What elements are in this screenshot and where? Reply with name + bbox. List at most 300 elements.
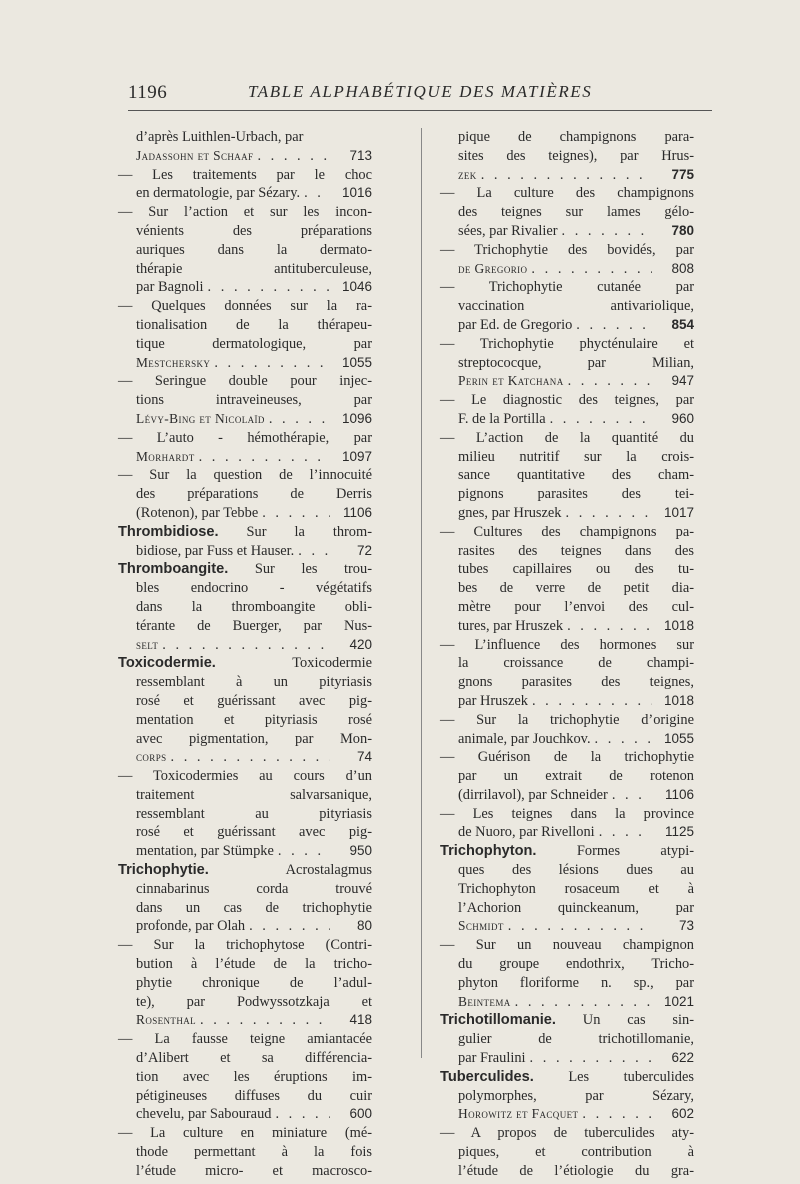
- index-text: — Trichophytie cutanée par: [440, 279, 694, 296]
- index-line: [440, 222, 694, 241]
- index-line: [118, 617, 372, 636]
- index-line: [440, 372, 694, 391]
- index-line: [118, 184, 372, 203]
- index-line: [440, 730, 694, 749]
- index-line: [118, 278, 372, 297]
- index-text: phyton floriforme n. sp., par: [458, 974, 694, 991]
- page-reference: 947: [671, 373, 694, 389]
- index-line: [118, 579, 372, 598]
- index-text: d’après Luithlen-Urbach, par: [136, 129, 304, 145]
- index-line: [118, 222, 372, 241]
- page-header: [128, 80, 712, 110]
- index-text: [440, 842, 694, 861]
- index-text: — Le diagnostic des teignes, par: [440, 392, 694, 409]
- dot-leader: [612, 786, 652, 805]
- index-text: par Fraulini: [458, 1050, 526, 1067]
- index-line: [440, 429, 694, 448]
- index-line: [118, 955, 372, 974]
- index-line: [118, 636, 372, 655]
- page-reference: 602: [671, 1106, 694, 1122]
- index-text: — Les traitements par le choc: [118, 166, 372, 183]
- index-text: — La culture en miniature (mé-: [118, 1125, 372, 1142]
- index-text: traitement salvarsanique,: [136, 786, 372, 803]
- index-text: sées, par Rivalier: [458, 222, 558, 239]
- index-line: [440, 184, 694, 203]
- index-line: [440, 1143, 694, 1162]
- index-text: tures, par Hruszek: [458, 617, 564, 634]
- page-reference: 418: [349, 1012, 372, 1028]
- page-reference: 854: [671, 316, 694, 332]
- index-line: [118, 1124, 372, 1143]
- index-line: [440, 504, 694, 523]
- index-line: [118, 711, 372, 730]
- dot-leader: [171, 748, 330, 767]
- index-line: [440, 880, 694, 899]
- index-text: — Sur la trichophytose (Contri-: [118, 937, 372, 954]
- index-text: Morhardt: [136, 448, 195, 464]
- index-line: [118, 880, 372, 899]
- dot-leader: [214, 354, 330, 373]
- index-line: [118, 1087, 372, 1106]
- page-number: 1196: [128, 82, 168, 103]
- index-text: de Gregorio: [458, 260, 528, 276]
- page-reference: 1021: [663, 993, 694, 1009]
- index-heading: Tuberculides.: [440, 1068, 534, 1085]
- index-line: [118, 730, 372, 749]
- index-line: [118, 147, 372, 166]
- index-text: des teignes sur lames gélo-: [458, 204, 694, 221]
- index-line: [440, 823, 694, 842]
- index-text: — Toxicodermies au cours d’un: [118, 768, 372, 785]
- index-line: [440, 1087, 694, 1106]
- index-line: [440, 598, 694, 617]
- index-text: Trichophyton rosaceum et à: [458, 880, 694, 897]
- index-line: [440, 842, 694, 861]
- index-text: — Sur un nouveau champignon: [440, 937, 694, 954]
- index-line: [440, 466, 694, 485]
- dot-leader: [481, 166, 652, 185]
- index-line: [118, 598, 372, 617]
- index-line: [118, 767, 372, 786]
- index-text: piques, et contribution à: [458, 1144, 694, 1161]
- index-text: Horowitz et Facquet: [458, 1106, 579, 1122]
- index-line: [440, 523, 694, 542]
- index-line: [440, 560, 694, 579]
- dot-leader: [200, 1011, 330, 1030]
- page-reference: 1017: [663, 504, 694, 520]
- index-text: par Ed. de Gregorio: [458, 316, 573, 333]
- index-text: gnes, par Hruszek: [458, 504, 562, 521]
- index-line: [118, 786, 372, 805]
- page-reference: 1097: [341, 448, 372, 464]
- index-text: [440, 1068, 694, 1087]
- index-text: profonde, par Olah: [136, 918, 246, 935]
- index-line: [118, 241, 372, 260]
- index-line: [118, 260, 372, 279]
- index-line: [118, 429, 372, 448]
- index-text: (dirrilavol), par Schneider: [458, 786, 608, 803]
- index-line: [440, 147, 694, 166]
- dot-leader: [249, 917, 330, 936]
- index-heading-text: Les tuberculides: [533, 1068, 694, 1085]
- index-text: térante de Buerger, par Nus-: [136, 617, 372, 634]
- index-line: [118, 654, 372, 673]
- index-line: [118, 805, 372, 824]
- index-heading: Thrombidiose.: [118, 523, 219, 540]
- index-text: te), par Podwyssotzkaja et: [136, 993, 372, 1010]
- index-text: mentation, par Stümpke: [136, 843, 274, 860]
- index-text: — Sur la question de l’innocuité: [118, 467, 372, 484]
- right-column: [440, 128, 694, 1181]
- index-line: [440, 316, 694, 335]
- dot-leader: [532, 692, 652, 711]
- index-text: [118, 861, 372, 880]
- index-line: [440, 542, 694, 561]
- index-line: [440, 410, 694, 429]
- index-text: rosé et guérissant avec pig-: [136, 692, 372, 709]
- index-line: [440, 673, 694, 692]
- page-reference: 1106: [342, 504, 372, 520]
- index-line: [440, 974, 694, 993]
- index-text: de Nuoro, par Rivelloni: [458, 824, 595, 841]
- index-text: tions intraveineuses, par: [136, 392, 372, 409]
- index-text: chevelu, par Sabouraud: [136, 1106, 272, 1123]
- index-line: [118, 542, 372, 561]
- index-text: — Cultures des champignons pa-: [440, 523, 694, 540]
- index-text: mètre pour l’envoi des cul-: [458, 598, 694, 615]
- index-line: [118, 974, 372, 993]
- index-line: [440, 485, 694, 504]
- dot-leader: [304, 184, 330, 203]
- index-text: Jadassohn et Schaaf: [136, 147, 254, 163]
- dot-leader: [262, 504, 330, 523]
- index-text: tion avec les éruptions im-: [136, 1068, 372, 1085]
- index-line: [118, 993, 372, 1012]
- index-line: [118, 391, 372, 410]
- index-text: [118, 560, 372, 579]
- index-heading-text: Sur les trou-: [228, 561, 372, 578]
- dot-leader: [595, 730, 652, 749]
- index-heading: Toxicodermie.: [118, 655, 216, 672]
- index-line: [440, 1162, 694, 1181]
- index-line: [440, 955, 694, 974]
- dot-leader: [515, 993, 652, 1012]
- page-reference: 1046: [341, 279, 372, 295]
- index-text: par Hruszek: [458, 692, 528, 709]
- index-heading: Thromboangite.: [118, 561, 229, 578]
- index-line: [118, 1105, 372, 1124]
- index-text: tionalisation de la thérapeu-: [136, 316, 372, 333]
- index-line: [440, 297, 694, 316]
- index-text: [118, 654, 372, 673]
- index-text: bidiose, par Fuss et Hauser.: [136, 542, 295, 559]
- dot-leader: [257, 147, 330, 166]
- index-line: [118, 899, 372, 918]
- index-text: pignons parasites des tei-: [458, 486, 694, 503]
- index-text: Rosenthal: [136, 1012, 197, 1028]
- index-text: auriques dans la dermato-: [136, 241, 372, 258]
- index-line: [118, 297, 372, 316]
- dot-leader: [576, 316, 652, 335]
- index-text: pique de champignons para-: [458, 129, 694, 145]
- index-text: — Sur la trichophytie d’origine: [440, 711, 694, 728]
- index-text: [118, 523, 372, 542]
- index-text: phytie chronique de l’adul-: [136, 974, 372, 991]
- index-text: selt: [136, 636, 159, 652]
- index-line: [118, 1162, 372, 1181]
- index-text: rosé et guérissant avec pig-: [136, 824, 372, 841]
- index-line: [440, 166, 694, 185]
- index-line: [118, 166, 372, 185]
- page-reference: 420: [349, 636, 372, 652]
- header-rule: [128, 110, 712, 111]
- index-text: ressemblant au pityriasis: [136, 805, 372, 822]
- dot-leader: [531, 260, 652, 279]
- index-text: vaccination antivariolique,: [458, 298, 694, 315]
- index-text: milieu nutritif sur la crois-: [458, 448, 694, 465]
- index-text: — Quelques données sur la ra-: [118, 298, 372, 315]
- index-line: [440, 579, 694, 598]
- index-line: [440, 260, 694, 279]
- dot-leader: [208, 278, 330, 297]
- index-text: sites des teignes), par Hrus-: [458, 147, 694, 164]
- running-title: TABLE ALPHABÉTIQUE DES MATIÈRES: [248, 82, 593, 101]
- index-line: [440, 1124, 694, 1143]
- index-text: Schmidt: [458, 918, 504, 934]
- page-reference: 775: [671, 166, 694, 182]
- index-text: — L’influence des hormones sur: [440, 636, 694, 653]
- index-line: [440, 278, 694, 297]
- index-line: [440, 1105, 694, 1124]
- left-column: [118, 128, 372, 1181]
- index-line: [440, 936, 694, 955]
- index-text: bles endocrino - végétatifs: [136, 580, 372, 597]
- index-text: gulier de trichotillomanie,: [458, 1031, 694, 1048]
- index-text: ressemblant à un pityriasis: [136, 674, 372, 691]
- index-text: Beintema: [458, 993, 511, 1009]
- index-line: [440, 993, 694, 1012]
- dot-leader: [550, 410, 652, 429]
- index-line: [118, 354, 372, 373]
- page-reference: 960: [671, 410, 694, 426]
- index-line: [440, 448, 694, 467]
- index-text: thérapie antituberculeuse,: [136, 260, 372, 277]
- page-reference: 1016: [341, 185, 372, 201]
- index-line: [440, 692, 694, 711]
- index-text: — Les teignes dans la province: [440, 805, 694, 822]
- index-heading-text: Formes atypi-: [536, 843, 694, 860]
- index-line: [440, 917, 694, 936]
- dot-leader: [562, 222, 653, 241]
- index-line: [118, 560, 372, 579]
- index-text: ques des lésions dues au: [458, 862, 694, 879]
- index-heading-text: Un cas sin-: [555, 1012, 694, 1029]
- index-line: [440, 1011, 694, 1030]
- dot-leader: [275, 1105, 330, 1124]
- index-line: [440, 767, 694, 786]
- index-line: [118, 128, 372, 147]
- page-reference: 950: [349, 843, 372, 859]
- index-line: [440, 617, 694, 636]
- index-text: — Trichophytie des bovidés, par: [440, 241, 694, 258]
- index-text: — Guérison de la trichophytie: [440, 749, 694, 766]
- index-text: — La fausse teigne amiantacée: [118, 1031, 372, 1048]
- index-line: [440, 654, 694, 673]
- index-line: [440, 1030, 694, 1049]
- dot-leader: [199, 448, 330, 467]
- page-reference: 1096: [341, 410, 372, 426]
- index-text: (Rotenon), par Tebbe: [136, 504, 259, 521]
- index-text: Perin et Katchana: [458, 373, 564, 389]
- index-text: du groupe endothrix, Tricho-: [458, 956, 694, 973]
- dot-leader: [568, 372, 652, 391]
- index-text: gnons parasites des teignes,: [458, 674, 694, 691]
- index-line: [118, 203, 372, 222]
- index-text: pétigineuses diffuses du cuir: [136, 1087, 372, 1104]
- dot-leader: [599, 823, 652, 842]
- index-heading-text: Sur la throm-: [218, 523, 372, 540]
- index-line: [440, 805, 694, 824]
- index-line: [440, 636, 694, 655]
- index-text: corps: [136, 749, 167, 765]
- index-text: par Bagnoli: [136, 279, 204, 296]
- page-reference: 1106: [664, 786, 694, 802]
- dot-leader: [530, 1049, 652, 1068]
- dot-leader: [567, 617, 652, 636]
- index-text: des préparations de Derris: [136, 486, 372, 503]
- index-line: [118, 523, 372, 542]
- index-line: [440, 1049, 694, 1068]
- column-separator: [421, 128, 422, 1058]
- index-line: [118, 1068, 372, 1087]
- index-text: tubes capillaires ou des tu-: [458, 561, 694, 578]
- index-text: — L’auto - hémothérapie, par: [118, 429, 372, 446]
- index-line: [118, 936, 372, 955]
- index-text: rasites des teignes dans des: [458, 542, 694, 559]
- page-reference: 74: [356, 749, 372, 765]
- page-reference: 80: [356, 918, 372, 934]
- index-text: l’étude micro- et macrosco-: [136, 1162, 372, 1179]
- index-heading-text: Toxicodermie: [215, 655, 372, 672]
- index-text: — La culture des champignons: [440, 185, 694, 202]
- index-line: [440, 128, 694, 147]
- index-line: [118, 372, 372, 391]
- index-text: sance quantitative des cham-: [458, 467, 694, 484]
- dot-leader: [582, 1105, 652, 1124]
- index-text: Mestchersky: [136, 354, 211, 370]
- index-text: — Seringue double pour injec-: [118, 373, 372, 390]
- index-text: vénients des préparations: [136, 222, 372, 239]
- index-text: dans la thromboangite obli-: [136, 598, 372, 615]
- index-text: l’étude de l’étiologie du gra-: [458, 1162, 694, 1179]
- index-line: [118, 823, 372, 842]
- index-text: Lévy-Bing et Nicolaïd: [136, 410, 265, 426]
- index-text: bution à l’étude de la tricho-: [136, 956, 372, 973]
- page-reference: 1018: [663, 692, 694, 708]
- index-text: avec pigmentation, par Mon-: [136, 730, 372, 747]
- index-line: [440, 203, 694, 222]
- index-line: [440, 711, 694, 730]
- index-line: [440, 241, 694, 260]
- index-line: [118, 1049, 372, 1068]
- index-line: [118, 748, 372, 767]
- index-text: — Trichophytie phycténulaire et: [440, 335, 694, 352]
- page-reference: 1055: [341, 354, 372, 370]
- page-reference: 1125: [664, 824, 694, 840]
- index-text: — L’action de la quantité du: [440, 429, 694, 446]
- index-heading: Trichophyton.: [440, 843, 537, 860]
- index-line: [440, 748, 694, 767]
- index-line: [118, 1143, 372, 1162]
- index-text: zek: [458, 166, 477, 182]
- index-text: tique dermatologique, par: [136, 335, 372, 352]
- index-line: [118, 673, 372, 692]
- dot-leader: [278, 842, 330, 861]
- index-line: [118, 504, 372, 523]
- index-line: [440, 786, 694, 805]
- page-reference: 73: [678, 918, 694, 934]
- index-text: par un extrait de rotenon: [458, 768, 694, 785]
- index-line: [118, 410, 372, 429]
- index-text: polymorphes, par Sézary,: [458, 1087, 694, 1104]
- index-text: bes de verre de petit dia-: [458, 580, 694, 597]
- index-text: — Sur l’action et sur les incon-: [118, 204, 372, 221]
- index-text: en dermatologie, par Sézary.: [136, 185, 301, 202]
- index-line: [440, 861, 694, 880]
- index-line: [118, 842, 372, 861]
- index-line: [440, 1068, 694, 1087]
- index-line: [118, 1030, 372, 1049]
- index-text: cinnabarinus corda trouvé: [136, 880, 372, 897]
- index-heading-text: Acrostalagmus: [208, 862, 372, 879]
- index-text: streptococque, par Milian,: [458, 354, 694, 371]
- index-line: [118, 1011, 372, 1030]
- index-text: d’Alibert et sa différencia-: [136, 1050, 372, 1067]
- page-reference: 622: [671, 1050, 694, 1066]
- index-line: [118, 692, 372, 711]
- dot-leader: [269, 410, 330, 429]
- page-reference: 600: [349, 1106, 372, 1122]
- page-reference: 72: [356, 542, 372, 558]
- index-text: l’Achorion quinckeanum, par: [458, 899, 694, 916]
- index-text: dans un cas de trichophytie: [136, 899, 372, 916]
- index-text: — A propos de tuberculides aty-: [440, 1125, 694, 1142]
- page-reference: 713: [349, 147, 372, 163]
- index-heading: Trichotillomanie.: [440, 1012, 556, 1029]
- index-text: la croissance de champi-: [458, 655, 694, 672]
- index-line: [440, 335, 694, 354]
- index-line: [440, 354, 694, 373]
- index-line: [118, 448, 372, 467]
- index-line: [118, 485, 372, 504]
- index-text: F. de la Portilla: [458, 410, 546, 427]
- page-reference: 1018: [663, 617, 694, 633]
- index-text: thode permettant à la fois: [136, 1144, 372, 1161]
- index-line: [118, 335, 372, 354]
- index-line: [440, 899, 694, 918]
- dot-leader: [566, 504, 653, 523]
- page-reference: 780: [671, 222, 694, 238]
- index-text: mentation et pityriasis rosé: [136, 711, 372, 728]
- index-line: [118, 917, 372, 936]
- dot-leader: [162, 636, 330, 655]
- index-text: animale, par Jouchkov.: [458, 730, 591, 747]
- index-heading: Trichophytie.: [118, 862, 209, 879]
- dot-leader: [508, 917, 652, 936]
- index-line: [440, 391, 694, 410]
- dot-leader: [298, 542, 330, 561]
- index-line: [118, 316, 372, 335]
